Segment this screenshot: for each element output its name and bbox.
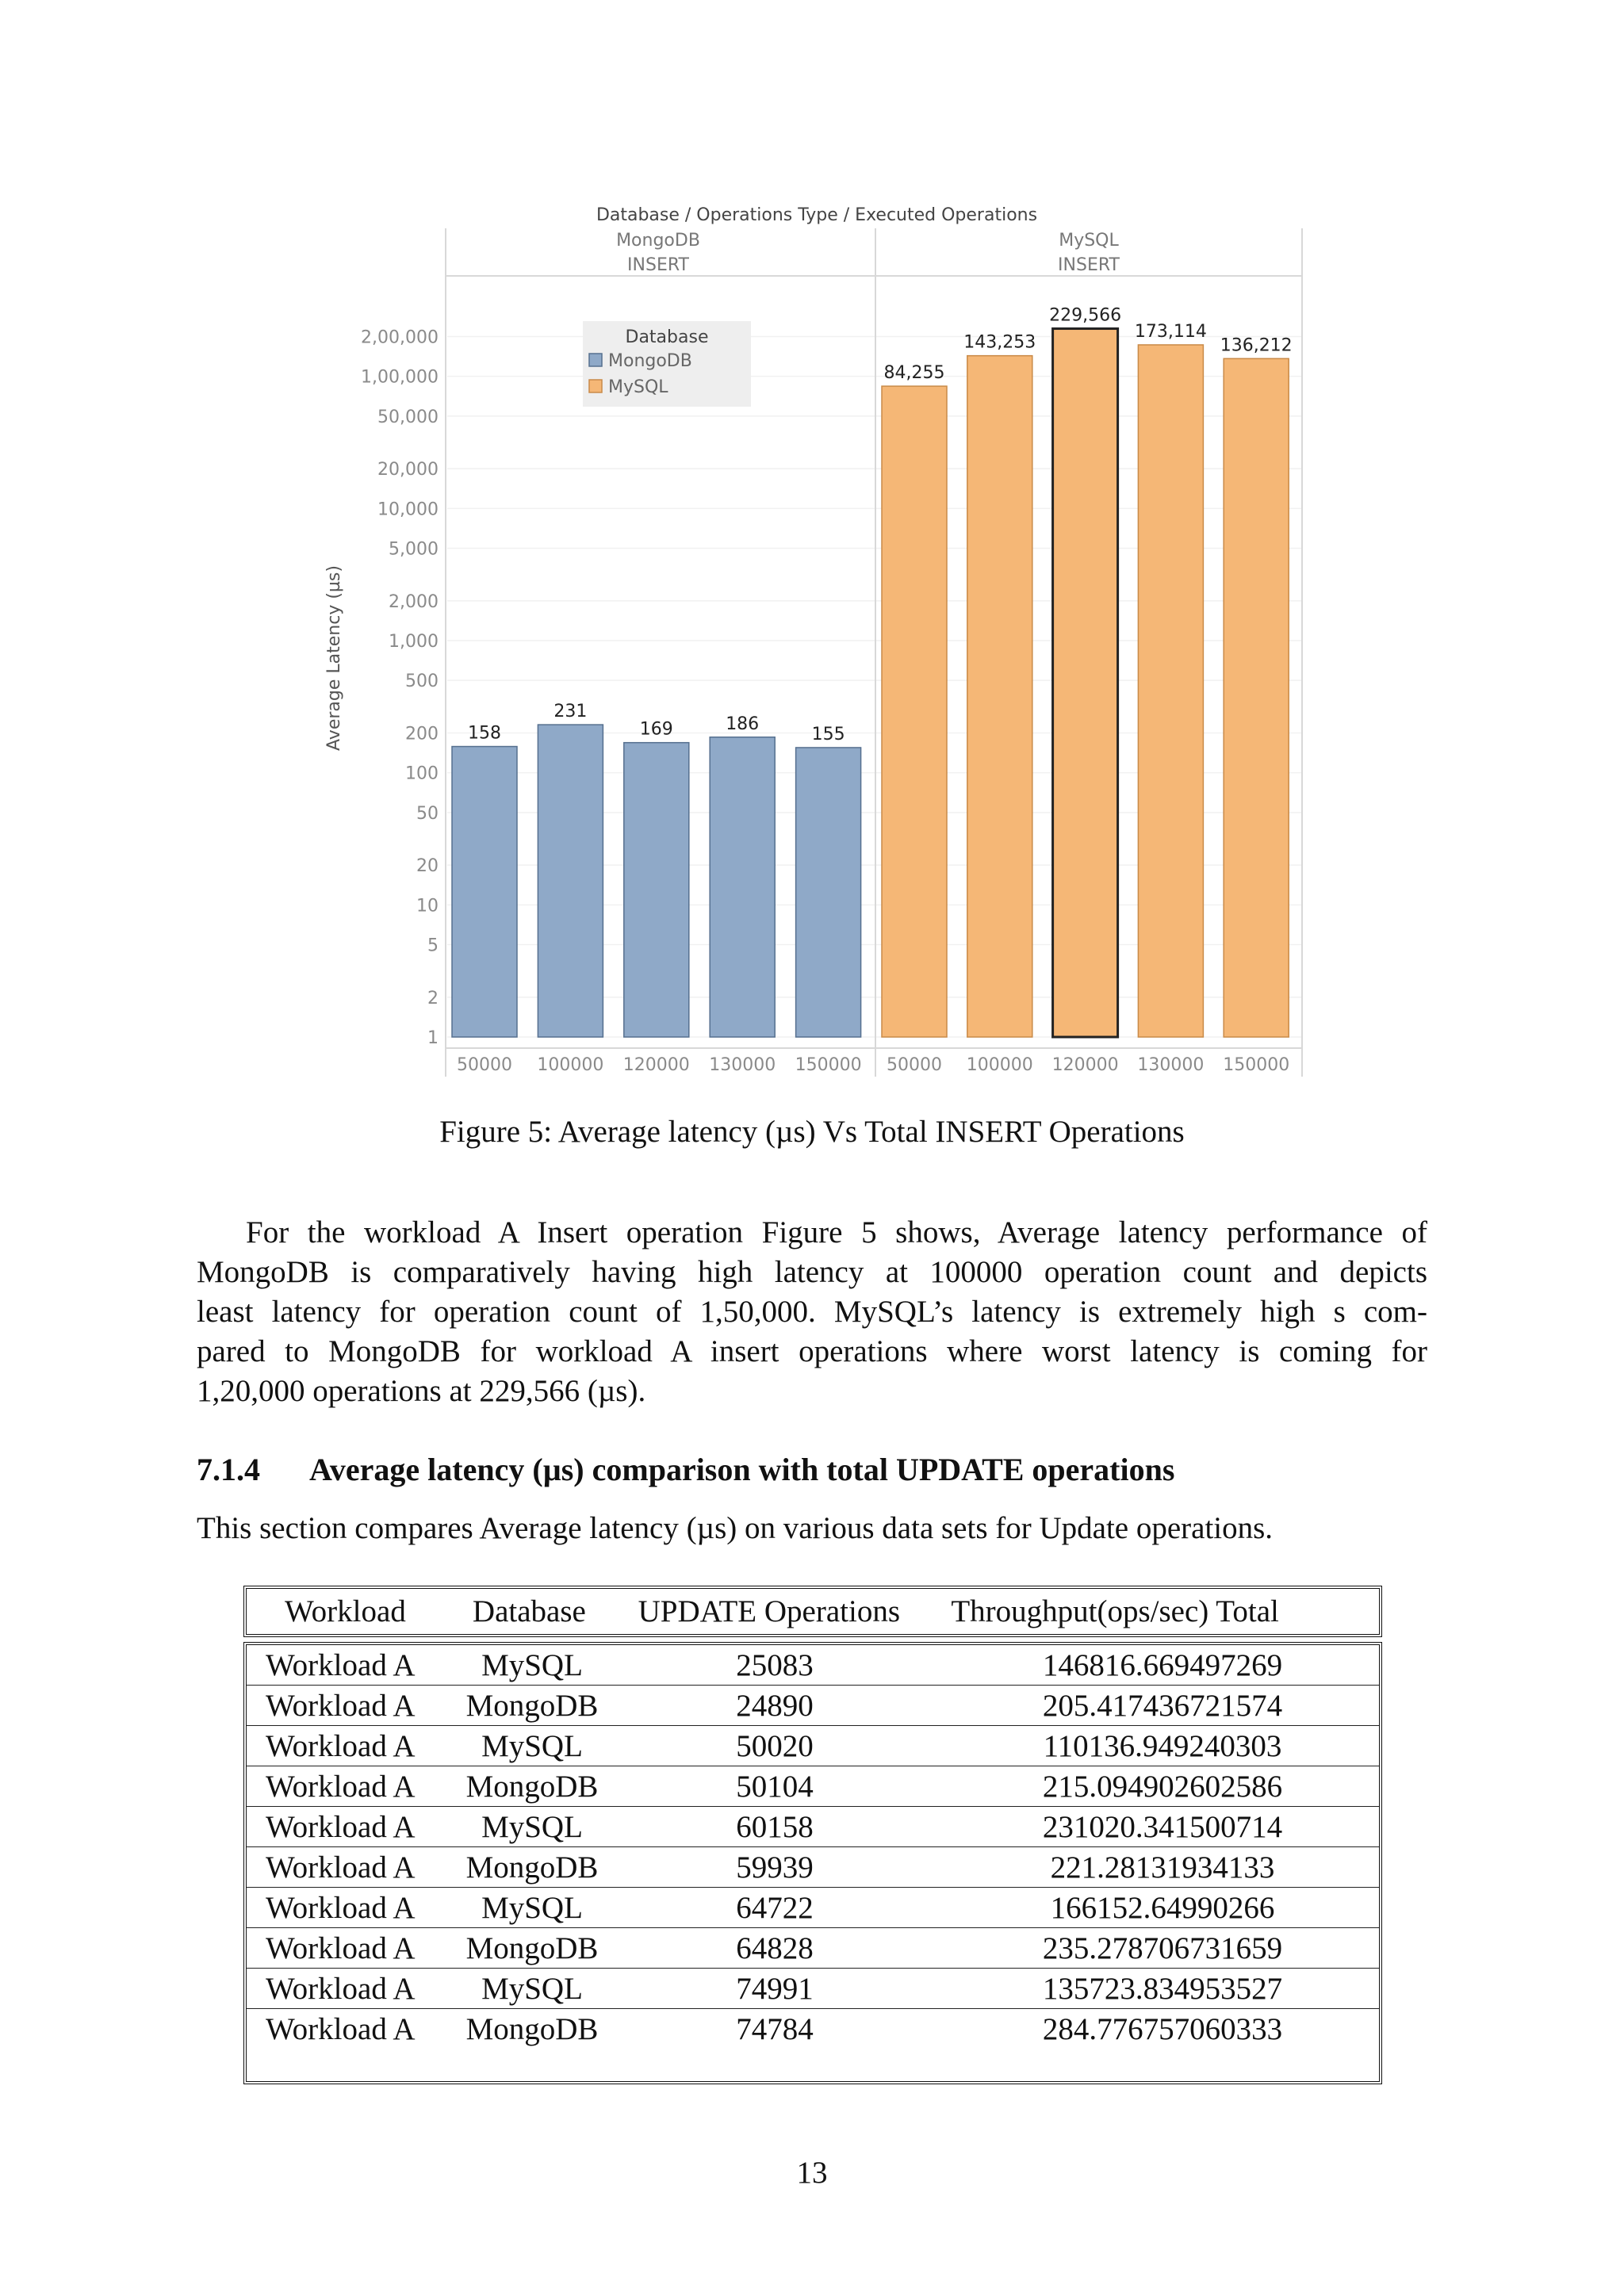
panel-header-mongodb-db: MongoDB <box>616 231 700 251</box>
legend-entry-mongodb: MongoDB <box>608 351 692 371</box>
cell-database: MongoDB <box>465 1688 599 1723</box>
y-tick-label: 2,000 <box>389 591 439 612</box>
cell-operations: 74784 <box>736 2012 814 2046</box>
cell-workload: Workload A <box>266 1809 416 1844</box>
cell-workload: Workload A <box>266 1728 416 1763</box>
y-axis-ticks <box>361 328 439 1048</box>
cell-throughput: 215.094902602586 <box>1042 1769 1283 1804</box>
y-tick-label: 10,000 <box>377 499 439 520</box>
cell-operations: 50104 <box>736 1769 814 1804</box>
latency-bar-chart <box>301 190 1332 1086</box>
paragraph-line: MongoDB is comparatively having high latency at 100000 operation count and depicts <box>197 1255 1427 1289</box>
page-number: 13 <box>796 2156 828 2190</box>
y-tick-label: 50,000 <box>377 407 439 427</box>
cell-workload: Workload A <box>266 1769 416 1804</box>
table-row <box>247 1686 1379 1726</box>
x-tick-label: 150000 <box>1223 1055 1290 1075</box>
cell-database: MongoDB <box>465 1931 599 1965</box>
legend-title: Database <box>625 327 709 347</box>
bar-mongodb-50000 <box>452 747 517 1037</box>
y-axis-label: Average Latency (µs) <box>324 565 344 751</box>
table-row <box>247 2009 1379 2049</box>
cell-database: MySQL <box>481 1971 583 2006</box>
x-tick-label: 100000 <box>966 1055 1033 1075</box>
cell-throughput: 231020.341500714 <box>1042 1809 1283 1844</box>
cell-operations: 64722 <box>736 1890 814 1925</box>
table-row <box>247 1969 1379 2009</box>
x-tick-label: 150000 <box>795 1055 862 1075</box>
x-tick-label: 50000 <box>457 1055 512 1075</box>
cell-operations: 25083 <box>736 1647 814 1682</box>
x-tick-label: 130000 <box>709 1055 776 1075</box>
data-label: 229,566 <box>1049 305 1122 326</box>
panel-header-mongodb-op: INSERT <box>627 255 689 275</box>
data-label: 231 <box>553 702 588 722</box>
paragraph-line: least latency for operation count of 1,50,000. MySQL’s latency is extremely high s com- <box>197 1295 1427 1329</box>
cell-database: MongoDB <box>465 1769 599 1804</box>
y-tick-label: 5,000 <box>389 539 439 560</box>
section-number: 7.1.4 <box>197 1452 260 1487</box>
data-label: 169 <box>639 719 673 740</box>
y-tick-label: 1,00,000 <box>361 367 439 388</box>
cell-operations: 64828 <box>736 1931 814 1965</box>
chart-bars <box>452 306 1293 1075</box>
table-row <box>247 1645 1379 1686</box>
cell-throughput: 205.417436721574 <box>1042 1688 1283 1723</box>
paragraph-line: For the workload A Insert operation Figure 5 shows, Average latency performance of <box>246 1215 1427 1249</box>
cell-operations: 24890 <box>736 1688 814 1723</box>
panel-header-mysql-db: MySQL <box>1059 231 1119 251</box>
body-paragraph <box>197 1213 1427 1411</box>
legend-swatch-mongodb <box>589 354 602 366</box>
y-tick-label: 20,000 <box>377 460 439 480</box>
legend-swatch-mysql <box>589 380 602 392</box>
data-label: 158 <box>468 723 501 744</box>
y-tick-label: 100 <box>405 763 439 784</box>
bar-mysql-130000 <box>1138 345 1203 1037</box>
cell-throughput: 235.278706731659 <box>1042 1931 1283 1965</box>
header-database: Database <box>472 1594 586 1628</box>
table-header <box>243 1586 1382 1637</box>
cell-database: MongoDB <box>465 1850 599 1885</box>
cell-database: MySQL <box>481 1809 583 1844</box>
data-label: 136,212 <box>1220 335 1293 356</box>
bar-mysql-150000 <box>1224 358 1289 1037</box>
cell-workload: Workload A <box>266 1688 416 1723</box>
cell-operations: 74991 <box>736 1971 814 2006</box>
bar-mongodb-130000 <box>710 737 775 1037</box>
table-row <box>247 1807 1379 1847</box>
y-tick-label: 2 <box>427 988 439 1008</box>
x-tick-label: 120000 <box>1051 1055 1119 1075</box>
y-tick-label: 1 <box>427 1028 439 1048</box>
table-row <box>247 1847 1379 1888</box>
data-label: 155 <box>811 724 845 744</box>
header-update-operations: UPDATE Operations <box>638 1594 901 1628</box>
section-intro: This section compares Average latency (µs) on various data sets for Update operations. <box>197 1511 1274 1545</box>
cell-throughput: 284.776757060333 <box>1042 2012 1283 2046</box>
cell-workload: Workload A <box>266 1647 416 1682</box>
y-tick-label: 50 <box>416 803 439 824</box>
y-tick-label: 5 <box>427 936 439 956</box>
chart-legend <box>583 321 751 407</box>
y-tick-label: 1,000 <box>389 632 439 652</box>
data-label: 186 <box>726 714 760 734</box>
cell-throughput: 146816.669497269 <box>1042 1647 1283 1682</box>
y-tick-label: 200 <box>405 724 439 744</box>
table-row <box>247 1726 1379 1766</box>
header-workload: Workload <box>285 1594 406 1628</box>
data-label: 84,255 <box>883 363 945 384</box>
data-label: 143,253 <box>963 332 1036 353</box>
legend-entry-mysql: MySQL <box>608 377 668 397</box>
cell-workload: Workload A <box>266 1971 416 2006</box>
y-tick-label: 10 <box>416 896 439 916</box>
cell-throughput: 221.28131934133 <box>1050 1850 1275 1885</box>
bar-mysql-120000 <box>1053 329 1118 1037</box>
table-row <box>247 1888 1379 1928</box>
cell-throughput: 166152.64990266 <box>1050 1890 1275 1925</box>
bar-mongodb-100000 <box>538 725 603 1037</box>
table-row <box>247 1766 1379 1807</box>
cell-workload: Workload A <box>266 1850 416 1885</box>
cell-database: MySQL <box>481 1647 583 1682</box>
cell-database: MySQL <box>481 1890 583 1925</box>
cell-throughput: 110136.949240303 <box>1043 1728 1282 1763</box>
x-tick-label: 130000 <box>1137 1055 1205 1075</box>
bar-mongodb-150000 <box>796 748 861 1037</box>
header-throughput: Throughput(ops/sec) Total <box>951 1594 1279 1628</box>
x-tick-label: 50000 <box>887 1055 942 1075</box>
paragraph-line: pared to MongoDB for workload A insert operations where worst latency is coming for <box>197 1334 1427 1368</box>
figure-caption: Figure 5: Average latency (µs) Vs Total INSERT Operations <box>439 1115 1185 1149</box>
table-row <box>247 1928 1379 1969</box>
y-tick-label: 2,00,000 <box>361 327 439 348</box>
cell-workload: Workload A <box>266 2012 416 2046</box>
bar-mysql-50000 <box>882 386 947 1037</box>
bar-mongodb-120000 <box>624 743 689 1037</box>
paragraph-line: 1,20,000 operations at 229,566 (µs). <box>197 1374 646 1408</box>
x-tick-label: 120000 <box>622 1055 690 1075</box>
bar-mysql-100000 <box>967 356 1032 1037</box>
cell-database: MongoDB <box>465 2012 599 2046</box>
chart-title: Database / Operations Type / Executed Operations <box>596 205 1038 225</box>
cell-database: MySQL <box>481 1728 583 1763</box>
cell-workload: Workload A <box>266 1931 416 1965</box>
x-tick-label: 100000 <box>537 1055 604 1075</box>
cell-operations: 60158 <box>736 1809 814 1844</box>
section-title: Average latency (µs) comparison with total UPDATE operations <box>309 1452 1175 1487</box>
y-tick-label: 500 <box>405 672 439 692</box>
data-label: 173,114 <box>1134 321 1207 342</box>
cell-throughput: 135723.834953527 <box>1042 1971 1283 2006</box>
panel-header-mysql-op: INSERT <box>1058 255 1120 275</box>
y-tick-label: 20 <box>416 856 439 877</box>
section-heading <box>197 1451 1174 1488</box>
cell-workload: Workload A <box>266 1890 416 1925</box>
cell-operations: 59939 <box>736 1850 814 1885</box>
cell-operations: 50020 <box>736 1728 814 1763</box>
table-body <box>243 1642 1382 2084</box>
